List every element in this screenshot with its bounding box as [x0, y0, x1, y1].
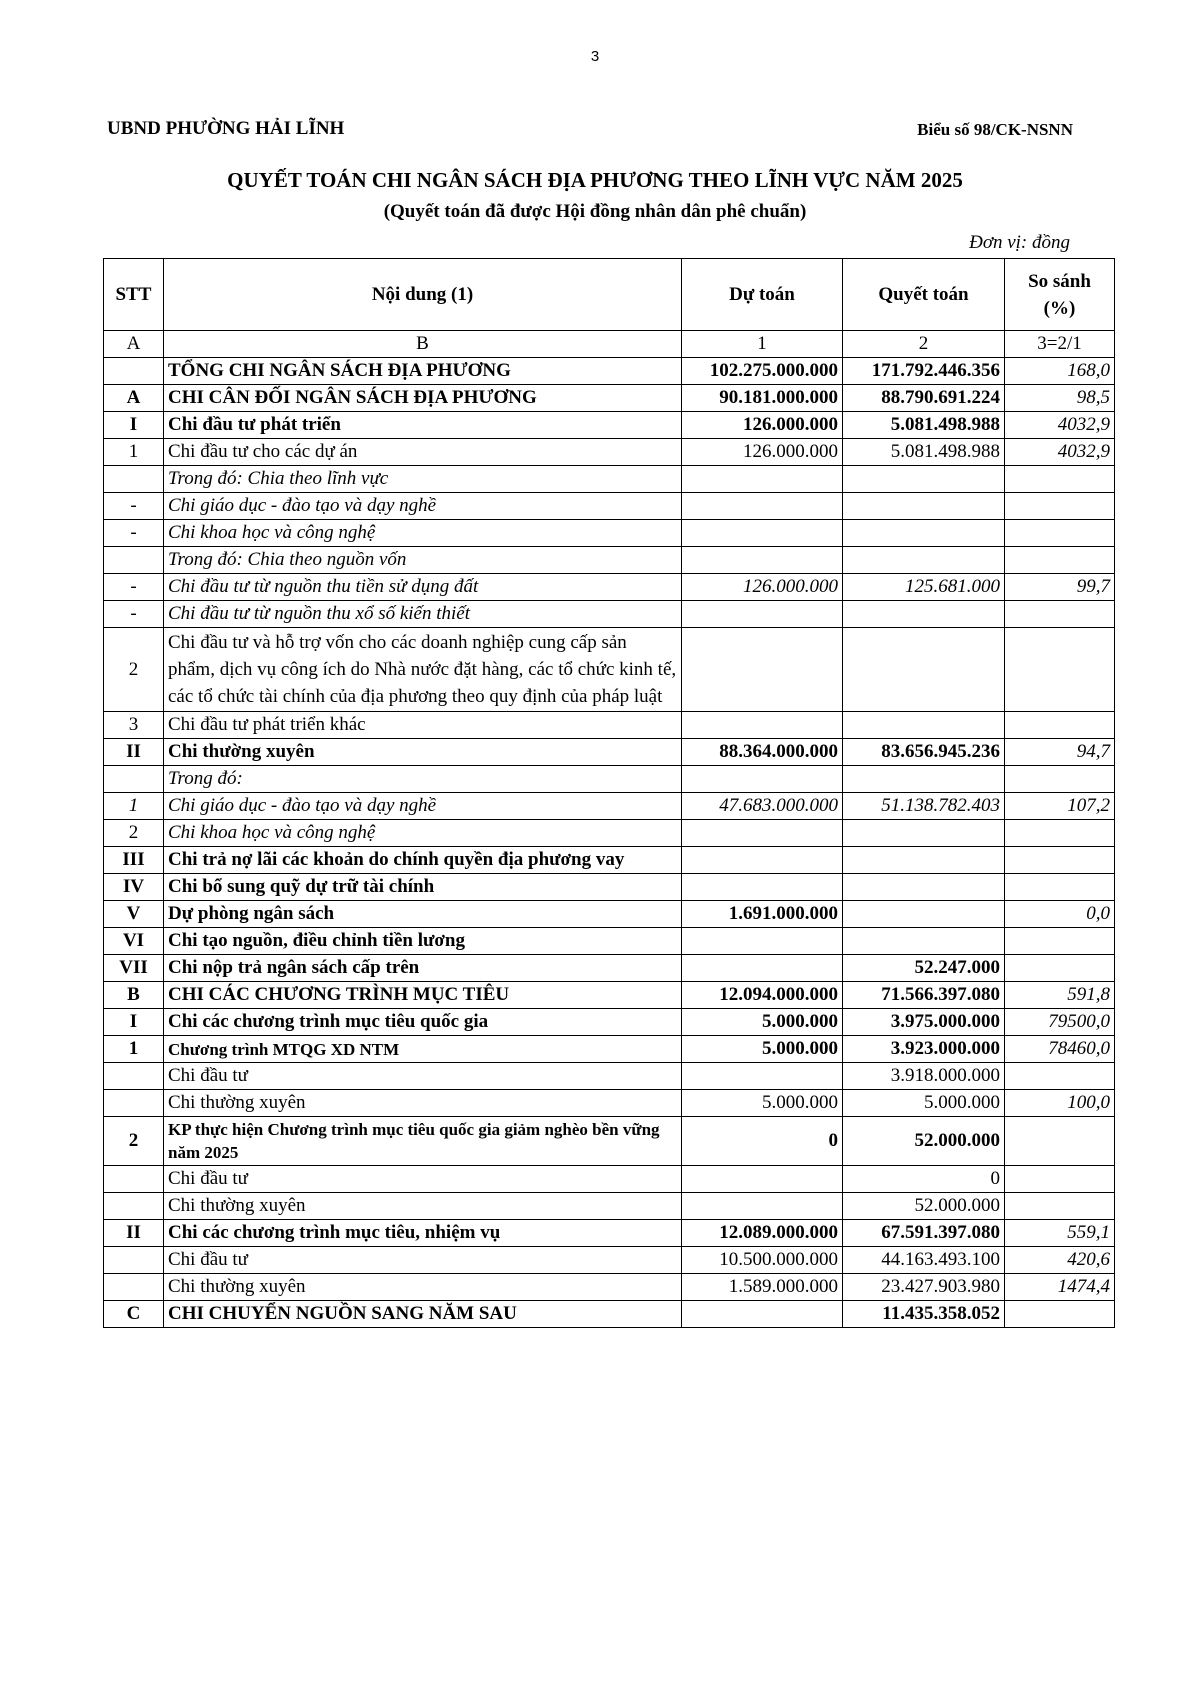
column-index-row — [104, 331, 1115, 358]
comparison-cell — [1005, 874, 1115, 901]
content-cell: Chi thường xuyên — [164, 739, 682, 766]
content-cell: Chi thường xuyên — [164, 1274, 682, 1301]
stt-cell: 3 — [104, 712, 164, 739]
estimate-cell — [682, 628, 843, 712]
settlement-cell: 51.138.782.403 — [843, 793, 1005, 820]
comparison-cell — [1005, 928, 1115, 955]
stt-cell: III — [104, 847, 164, 874]
settlement-cell: 67.591.397.080 — [843, 1220, 1005, 1247]
settlement-cell: 52.000.000 — [843, 1193, 1005, 1220]
table-row — [104, 928, 1115, 955]
stt-cell: C — [104, 1301, 164, 1328]
stt-cell: 1 — [104, 439, 164, 466]
table-row — [104, 574, 1115, 601]
table-row — [104, 358, 1115, 385]
comparison-cell: 591,8 — [1005, 982, 1115, 1009]
comparison-cell: 420,6 — [1005, 1247, 1115, 1274]
budget-table — [103, 258, 1115, 1328]
settlement-cell — [843, 520, 1005, 547]
settlement-cell: 44.163.493.100 — [843, 1247, 1005, 1274]
settlement-cell: 52.000.000 — [843, 1117, 1005, 1166]
stt-cell: I — [104, 412, 164, 439]
estimate-cell: 5.000.000 — [682, 1036, 843, 1063]
column-header-estimate: Dự toán — [682, 259, 843, 331]
table-row — [104, 601, 1115, 628]
table-row — [104, 493, 1115, 520]
document-subtitle: (Quyết toán đã được Hội đồng nhân dân phê chuẩn) — [383, 201, 807, 222]
estimate-cell: 126.000.000 — [682, 439, 843, 466]
comparison-cell — [1005, 520, 1115, 547]
estimate-cell: 5.000.000 — [682, 1090, 843, 1117]
comparison-cell: 100,0 — [1005, 1090, 1115, 1117]
stt-cell: VI — [104, 928, 164, 955]
estimate-cell — [682, 928, 843, 955]
estimate-cell: 1.691.000.000 — [682, 901, 843, 928]
estimate-cell: 12.089.000.000 — [682, 1220, 843, 1247]
estimate-cell — [682, 1063, 843, 1090]
settlement-cell: 171.792.446.356 — [843, 358, 1005, 385]
estimate-cell — [682, 493, 843, 520]
settlement-cell — [843, 466, 1005, 493]
content-cell: Chi đầu tư và hỗ trợ vốn cho các doanh nghiệp cung cấp sản phẩm, dịch vụ công ích do Nhà nước đặt hàng, các tổ chức kinh tế, các tổ chức tài chính của địa phương theo quy định của pháp luật — [164, 628, 682, 712]
settlement-cell: 5.081.498.988 — [843, 439, 1005, 466]
estimate-cell — [682, 601, 843, 628]
stt-cell: I — [104, 1009, 164, 1036]
settlement-cell — [843, 847, 1005, 874]
table-row — [104, 1166, 1115, 1193]
comparison-cell — [1005, 466, 1115, 493]
table-row — [104, 874, 1115, 901]
content-cell: CHI CHUYỂN NGUỒN SANG NĂM SAU — [164, 1301, 682, 1328]
stt-cell: 2 — [104, 628, 164, 712]
table-row — [104, 1063, 1115, 1090]
comparison-cell — [1005, 820, 1115, 847]
stt-cell: - — [104, 574, 164, 601]
comparison-cell — [1005, 955, 1115, 982]
stt-cell — [104, 1063, 164, 1090]
estimate-cell: 1.589.000.000 — [682, 1274, 843, 1301]
stt-cell: II — [104, 739, 164, 766]
stt-cell — [104, 358, 164, 385]
comparison-cell: 94,7 — [1005, 739, 1115, 766]
table-row — [104, 1247, 1115, 1274]
comparison-cell: 99,7 — [1005, 574, 1115, 601]
comparison-cell: 4032,9 — [1005, 439, 1115, 466]
stt-cell — [104, 766, 164, 793]
table-row — [104, 1301, 1115, 1328]
stt-cell: - — [104, 520, 164, 547]
settlement-cell: 11.435.358.052 — [843, 1301, 1005, 1328]
comparison-cell — [1005, 601, 1115, 628]
comparison-cell: 168,0 — [1005, 358, 1115, 385]
estimate-cell — [682, 1301, 843, 1328]
table-row — [104, 1090, 1115, 1117]
index-cell: 2 — [843, 331, 1005, 358]
content-cell: Chi đầu tư cho các dự án — [164, 439, 682, 466]
table-row — [104, 712, 1115, 739]
table-row — [104, 1274, 1115, 1301]
stt-cell: 2 — [104, 820, 164, 847]
comparison-cell — [1005, 847, 1115, 874]
estimate-cell: 90.181.000.000 — [682, 385, 843, 412]
settlement-cell — [843, 901, 1005, 928]
content-cell: CHI CÁC CHƯƠNG TRÌNH MỤC TIÊU — [164, 982, 682, 1009]
content-cell: KP thực hiện Chương trình mục tiêu quốc gia giảm nghèo bền vững năm 2025 — [164, 1117, 682, 1166]
estimate-cell: 126.000.000 — [682, 412, 843, 439]
content-cell: Dự phòng ngân sách — [164, 901, 682, 928]
table-row — [104, 955, 1115, 982]
settlement-cell: 3.975.000.000 — [843, 1009, 1005, 1036]
content-cell: Trong đó: Chia theo lĩnh vực — [164, 466, 682, 493]
comparison-cell — [1005, 1063, 1115, 1090]
settlement-cell — [843, 928, 1005, 955]
content-cell: TỔNG CHI NGÂN SÁCH ĐỊA PHƯƠNG — [164, 358, 682, 385]
settlement-cell: 3.918.000.000 — [843, 1063, 1005, 1090]
settlement-cell: 23.427.903.980 — [843, 1274, 1005, 1301]
settlement-cell: 125.681.000 — [843, 574, 1005, 601]
estimate-cell — [682, 547, 843, 574]
content-cell: Chi giáo dục - đào tạo và dạy nghề — [164, 493, 682, 520]
comparison-cell: 98,5 — [1005, 385, 1115, 412]
table-row — [104, 439, 1115, 466]
content-cell: Chi đầu tư phát triển — [164, 412, 682, 439]
estimate-cell — [682, 1166, 843, 1193]
table-row — [104, 1220, 1115, 1247]
content-cell: Chi nộp trả ngân sách cấp trên — [164, 955, 682, 982]
stt-cell — [104, 466, 164, 493]
content-cell: Chương trình MTQG XD NTM — [164, 1036, 682, 1063]
table-row — [104, 466, 1115, 493]
column-header-comparison: So sánh (%) — [1005, 259, 1115, 331]
table-row — [104, 385, 1115, 412]
content-cell: Chi đầu tư — [164, 1247, 682, 1274]
content-cell: CHI CÂN ĐỐI NGÂN SÁCH ĐỊA PHƯƠNG — [164, 385, 682, 412]
organization-name: UBND PHƯỜNG HẢI LĨNH — [107, 118, 345, 139]
column-header-settlement: Quyết toán — [843, 259, 1005, 331]
content-cell: Chi các chương trình mục tiêu, nhiệm vụ — [164, 1220, 682, 1247]
estimate-cell: 126.000.000 — [682, 574, 843, 601]
comparison-cell — [1005, 493, 1115, 520]
settlement-cell: 5.081.498.988 — [843, 412, 1005, 439]
table-row — [104, 847, 1115, 874]
unit-label: Đơn vị: đồng — [969, 232, 1070, 253]
index-cell: A — [104, 331, 164, 358]
settlement-cell: 3.923.000.000 — [843, 1036, 1005, 1063]
settlement-cell — [843, 601, 1005, 628]
content-cell: Chi đầu tư — [164, 1063, 682, 1090]
index-cell: B — [164, 331, 682, 358]
estimate-cell — [682, 712, 843, 739]
table-row — [104, 412, 1115, 439]
content-cell: Trong đó: Chia theo nguồn vốn — [164, 547, 682, 574]
stt-cell: - — [104, 493, 164, 520]
content-cell: Chi các chương trình mục tiêu quốc gia — [164, 1009, 682, 1036]
stt-cell — [104, 1247, 164, 1274]
estimate-cell — [682, 847, 843, 874]
stt-cell — [104, 1274, 164, 1301]
table-row — [104, 1117, 1115, 1166]
settlement-cell — [843, 628, 1005, 712]
content-cell: Trong đó: — [164, 766, 682, 793]
table-header-row — [104, 259, 1115, 331]
stt-cell: 1 — [104, 1036, 164, 1063]
comparison-cell — [1005, 1301, 1115, 1328]
settlement-cell — [843, 766, 1005, 793]
estimate-cell: 102.275.000.000 — [682, 358, 843, 385]
table-row — [104, 982, 1115, 1009]
content-cell: Chi trả nợ lãi các khoản do chính quyền địa phương vay — [164, 847, 682, 874]
comparison-cell — [1005, 547, 1115, 574]
table-row — [104, 520, 1115, 547]
column-header-content: Nội dung (1) — [164, 259, 682, 331]
content-cell: Chi thường xuyên — [164, 1090, 682, 1117]
estimate-cell — [682, 1193, 843, 1220]
settlement-cell — [843, 874, 1005, 901]
page-number: 3 — [590, 48, 600, 65]
estimate-cell — [682, 766, 843, 793]
stt-cell: II — [104, 1220, 164, 1247]
estimate-cell: 10.500.000.000 — [682, 1247, 843, 1274]
settlement-cell: 0 — [843, 1166, 1005, 1193]
content-cell: Chi đầu tư từ nguồn thu tiền sử dụng đất — [164, 574, 682, 601]
stt-cell: - — [104, 601, 164, 628]
content-cell: Chi đầu tư phát triển khác — [164, 712, 682, 739]
estimate-cell — [682, 874, 843, 901]
table-row — [104, 739, 1115, 766]
content-cell: Chi khoa học và công nghệ — [164, 520, 682, 547]
settlement-cell: 83.656.945.236 — [843, 739, 1005, 766]
settlement-cell — [843, 493, 1005, 520]
index-cell: 1 — [682, 331, 843, 358]
comparison-cell: 78460,0 — [1005, 1036, 1115, 1063]
stt-cell: A — [104, 385, 164, 412]
estimate-cell: 88.364.000.000 — [682, 739, 843, 766]
settlement-cell — [843, 547, 1005, 574]
stt-cell: VII — [104, 955, 164, 982]
table-row — [104, 1009, 1115, 1036]
table-row — [104, 820, 1115, 847]
stt-cell — [104, 1090, 164, 1117]
content-cell: Chi đầu tư từ nguồn thu xổ số kiến thiết — [164, 601, 682, 628]
table-row — [104, 547, 1115, 574]
stt-cell — [104, 547, 164, 574]
comparison-cell: 0,0 — [1005, 901, 1115, 928]
comparison-cell: 79500,0 — [1005, 1009, 1115, 1036]
estimate-cell: 0 — [682, 1117, 843, 1166]
estimate-cell — [682, 820, 843, 847]
table-row — [104, 793, 1115, 820]
stt-cell — [104, 1193, 164, 1220]
column-header-stt: STT — [104, 259, 164, 331]
estimate-cell — [682, 955, 843, 982]
stt-cell — [104, 1166, 164, 1193]
content-cell: Chi bổ sung quỹ dự trữ tài chính — [164, 874, 682, 901]
comparison-cell: 559,1 — [1005, 1220, 1115, 1247]
comparison-cell — [1005, 712, 1115, 739]
content-cell: Chi giáo dục - đào tạo và dạy nghề — [164, 793, 682, 820]
document-title: QUYẾT TOÁN CHI NGÂN SÁCH ĐỊA PHƯƠNG THEO LĨNH VỰC NĂM 2025 — [227, 168, 963, 192]
comparison-cell: 107,2 — [1005, 793, 1115, 820]
table-row — [104, 766, 1115, 793]
estimate-cell — [682, 466, 843, 493]
stt-cell: B — [104, 982, 164, 1009]
comparison-cell — [1005, 766, 1115, 793]
settlement-cell — [843, 820, 1005, 847]
table-row — [104, 901, 1115, 928]
stt-cell: V — [104, 901, 164, 928]
table-row — [104, 1036, 1115, 1063]
form-code: Biểu số 98/CK-NSNN — [917, 120, 1073, 139]
stt-cell: 1 — [104, 793, 164, 820]
estimate-cell: 5.000.000 — [682, 1009, 843, 1036]
stt-cell: IV — [104, 874, 164, 901]
content-cell: Chi khoa học và công nghệ — [164, 820, 682, 847]
index-cell: 3=2/1 — [1005, 331, 1115, 358]
estimate-cell — [682, 520, 843, 547]
settlement-cell: 52.247.000 — [843, 955, 1005, 982]
comparison-cell — [1005, 1117, 1115, 1166]
settlement-cell: 71.566.397.080 — [843, 982, 1005, 1009]
estimate-cell: 47.683.000.000 — [682, 793, 843, 820]
estimate-cell: 12.094.000.000 — [682, 982, 843, 1009]
table-row — [104, 1193, 1115, 1220]
comparison-cell: 1474,4 — [1005, 1274, 1115, 1301]
content-cell: Chi thường xuyên — [164, 1193, 682, 1220]
settlement-cell: 5.000.000 — [843, 1090, 1005, 1117]
comparison-cell — [1005, 628, 1115, 712]
settlement-cell: 88.790.691.224 — [843, 385, 1005, 412]
table-row — [104, 628, 1115, 712]
settlement-cell — [843, 712, 1005, 739]
stt-cell: 2 — [104, 1117, 164, 1166]
comparison-cell — [1005, 1166, 1115, 1193]
comparison-cell: 4032,9 — [1005, 412, 1115, 439]
content-cell: Chi tạo nguồn, điều chỉnh tiền lương — [164, 928, 682, 955]
content-cell: Chi đầu tư — [164, 1166, 682, 1193]
comparison-cell — [1005, 1193, 1115, 1220]
